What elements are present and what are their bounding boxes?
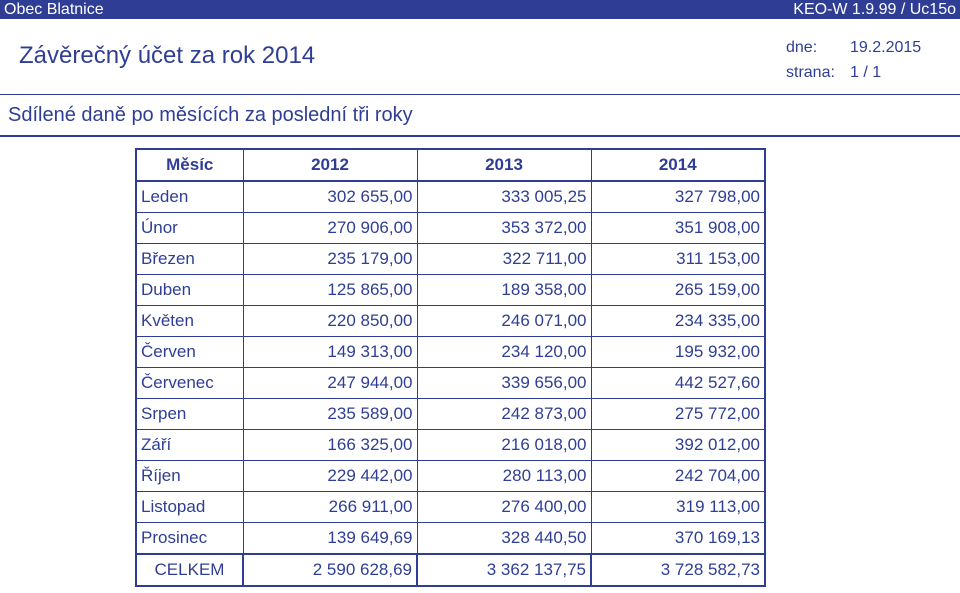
- table-row: [136, 337, 765, 368]
- column-header-2013: 2013: [417, 149, 591, 181]
- value-cell-2014: 195 932,00: [591, 337, 765, 368]
- column-header-2014: 2014: [591, 149, 765, 181]
- date-label: dne:: [786, 39, 818, 56]
- value-cell-2013: 234 120,00: [417, 337, 591, 368]
- value-cell-2012: 149 313,00: [243, 337, 417, 368]
- section-divider: [0, 135, 960, 137]
- month-cell: Leden: [136, 181, 243, 213]
- value-cell-2014: 370 169,13: [591, 523, 765, 555]
- organization-name: Obec Blatnice: [4, 1, 104, 18]
- table-row: [136, 399, 765, 430]
- month-cell: Listopad: [136, 492, 243, 523]
- value-cell-2012: 229 442,00: [243, 461, 417, 492]
- value-cell-2012: 302 655,00: [243, 181, 417, 213]
- total-row: [136, 554, 765, 586]
- column-header-2012: 2012: [243, 149, 417, 181]
- month-cell: Prosinec: [136, 523, 243, 555]
- page-label: strana:: [786, 64, 835, 81]
- value-cell-2012: 266 911,00: [243, 492, 417, 523]
- table-row: [136, 244, 765, 275]
- value-cell-2014: 234 335,00: [591, 306, 765, 337]
- value-cell-2014: 392 012,00: [591, 430, 765, 461]
- value-cell-2013: 353 372,00: [417, 213, 591, 244]
- table-row: [136, 181, 765, 213]
- month-cell: Červenec: [136, 368, 243, 399]
- table-row: [136, 275, 765, 306]
- month-cell: Duben: [136, 275, 243, 306]
- value-cell-2013: 276 400,00: [417, 492, 591, 523]
- value-cell-2014: 319 113,00: [591, 492, 765, 523]
- month-cell: Červen: [136, 337, 243, 368]
- value-cell-2014: 265 159,00: [591, 275, 765, 306]
- header-divider: [0, 94, 960, 95]
- shared-taxes-table: [135, 148, 766, 587]
- month-cell: Říjen: [136, 461, 243, 492]
- value-cell-2012: 270 906,00: [243, 213, 417, 244]
- total-value-2013: 3 362 137,75: [417, 554, 591, 586]
- shared-taxes-table-wrapper: [135, 148, 766, 587]
- value-cell-2013: 216 018,00: [417, 430, 591, 461]
- value-cell-2014: 311 153,00: [591, 244, 765, 275]
- section-title: Sdílené daně po měsících za poslední tři roky: [8, 104, 413, 126]
- month-cell: Březen: [136, 244, 243, 275]
- value-cell-2012: 247 944,00: [243, 368, 417, 399]
- month-cell: Září: [136, 430, 243, 461]
- value-cell-2014: 327 798,00: [591, 181, 765, 213]
- value-cell-2012: 166 325,00: [243, 430, 417, 461]
- total-value-2014: 3 728 582,73: [591, 554, 765, 586]
- value-cell-2013: 328 440,50: [417, 523, 591, 555]
- table-row: [136, 306, 765, 337]
- value-cell-2014: 442 527,60: [591, 368, 765, 399]
- value-cell-2013: 339 656,00: [417, 368, 591, 399]
- table-row: [136, 492, 765, 523]
- column-header-month: Měsíc: [136, 149, 243, 181]
- table-row: [136, 430, 765, 461]
- report-header-bar: [0, 0, 960, 19]
- value-cell-2012: 235 589,00: [243, 399, 417, 430]
- value-cell-2012: 139 649,69: [243, 523, 417, 555]
- date-value: 19.2.2015: [850, 39, 922, 56]
- value-cell-2014: 242 704,00: [591, 461, 765, 492]
- month-cell: Květen: [136, 306, 243, 337]
- month-cell: Srpen: [136, 399, 243, 430]
- value-cell-2013: 333 005,25: [417, 181, 591, 213]
- total-value-2012: 2 590 628,69: [243, 554, 417, 586]
- value-cell-2013: 246 071,00: [417, 306, 591, 337]
- value-cell-2014: 275 772,00: [591, 399, 765, 430]
- month-cell: Únor: [136, 213, 243, 244]
- page-value: 1 / 1: [850, 64, 882, 81]
- value-cell-2012: 220 850,00: [243, 306, 417, 337]
- table-row: [136, 461, 765, 492]
- table-row: [136, 368, 765, 399]
- value-cell-2014: 351 908,00: [591, 213, 765, 244]
- value-cell-2013: 280 113,00: [417, 461, 591, 492]
- value-cell-2013: 242 873,00: [417, 399, 591, 430]
- value-cell-2012: 235 179,00: [243, 244, 417, 275]
- value-cell-2013: 322 711,00: [417, 244, 591, 275]
- page-title: Závěrečný účet za rok 2014: [19, 42, 316, 69]
- table-row: [136, 213, 765, 244]
- report-code: KEO-W 1.9.99 / Uc15o: [793, 1, 956, 18]
- table-header-row: [136, 149, 765, 181]
- value-cell-2013: 189 358,00: [417, 275, 591, 306]
- table-row: [136, 523, 765, 555]
- total-label: CELKEM: [136, 554, 243, 586]
- value-cell-2012: 125 865,00: [243, 275, 417, 306]
